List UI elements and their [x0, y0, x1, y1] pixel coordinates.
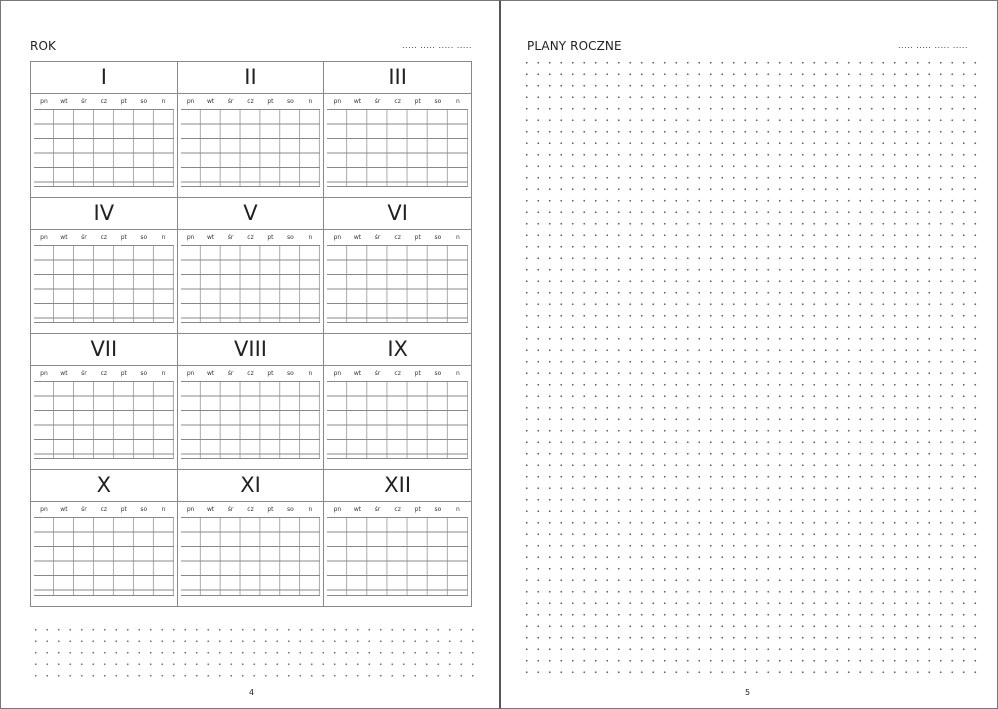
date-blank: ..... ..... ..... ..... — [402, 41, 472, 50]
date-blank: ..... ..... ..... ..... — [898, 41, 968, 50]
month-label: XI — [178, 470, 324, 502]
weekday-label: cz — [100, 233, 108, 241]
weekday-label: pt — [267, 233, 274, 241]
weekday-label: pn — [40, 505, 48, 513]
weekday-label: pt — [120, 233, 127, 241]
weekday-header-row — [31, 230, 177, 244]
weekday-label: n — [456, 505, 460, 513]
weekday-label: pt — [414, 233, 421, 241]
month-label: IX — [324, 334, 471, 366]
month-label: II — [178, 62, 324, 94]
month-label: V — [178, 198, 324, 230]
weekday-label: pn — [186, 369, 195, 377]
day-grid — [181, 381, 321, 459]
weekday-label: pt — [414, 369, 421, 377]
day-grid — [181, 517, 321, 596]
month-label: X — [31, 470, 177, 502]
weekday-header-row — [178, 230, 324, 244]
page-title: ROK — [30, 39, 56, 53]
weekday-label: pt — [414, 505, 421, 513]
weekday-label: cz — [394, 369, 401, 377]
weekday-label: pn — [186, 505, 195, 513]
weekday-header-row — [178, 502, 324, 516]
month-cell — [178, 198, 325, 334]
weekday-label: pn — [40, 369, 48, 377]
weekday-label: so — [140, 369, 148, 377]
month-label: VI — [324, 198, 471, 230]
weekday-label: so — [434, 97, 442, 105]
month-cell — [324, 198, 471, 334]
right-page — [499, 0, 998, 709]
weekday-header-row — [31, 94, 177, 108]
weekday-label: wt — [353, 505, 362, 513]
weekday-label: so — [287, 97, 294, 105]
weekday-label: n — [308, 369, 313, 377]
day-grid — [327, 517, 468, 596]
month-cell — [31, 334, 178, 470]
day-grid — [327, 245, 468, 323]
weekday-label: śr — [374, 369, 381, 377]
weekday-label: wt — [60, 505, 68, 513]
weekday-label: wt — [60, 369, 68, 377]
weekday-label: so — [140, 505, 148, 513]
month-cell — [324, 470, 471, 606]
weekday-label: n — [456, 369, 460, 377]
month-cell — [31, 198, 178, 334]
weekday-label: pn — [333, 97, 342, 105]
month-label: VII — [31, 334, 177, 366]
weekday-label: cz — [394, 505, 401, 513]
weekday-label: śr — [81, 369, 87, 377]
weekday-label: so — [287, 505, 294, 513]
weekday-label: śr — [81, 505, 87, 513]
weekday-label: śr — [227, 233, 234, 241]
weekday-label: so — [287, 369, 294, 377]
weekday-label: so — [140, 97, 148, 105]
weekday-label: pn — [40, 97, 48, 105]
weekday-label: pn — [40, 233, 48, 241]
weekday-label: śr — [374, 505, 381, 513]
weekday-label: wt — [353, 97, 362, 105]
weekday-label: wt — [206, 505, 215, 513]
month-label: I — [31, 62, 177, 94]
weekday-header-row — [324, 366, 471, 380]
dot-grid-planning-area — [521, 57, 977, 679]
weekday-label: wt — [206, 233, 215, 241]
weekday-header-row — [324, 502, 471, 516]
weekday-label: n — [308, 97, 313, 105]
month-cell — [324, 334, 471, 470]
month-cell — [178, 470, 325, 606]
weekday-label: pn — [333, 233, 342, 241]
weekday-label: wt — [206, 369, 215, 377]
page-number: 5 — [745, 688, 751, 697]
weekday-label: cz — [394, 233, 401, 241]
weekday-label: cz — [394, 97, 401, 105]
day-grid — [327, 381, 468, 459]
weekday-label: so — [434, 369, 442, 377]
weekday-label: pt — [267, 97, 274, 105]
weekday-label: pt — [414, 97, 421, 105]
page-number: 4 — [249, 688, 255, 697]
weekday-label: pt — [120, 97, 127, 105]
weekday-label: pt — [120, 505, 127, 513]
day-grid — [327, 109, 468, 187]
weekday-label: n — [456, 97, 460, 105]
weekday-label: cz — [100, 505, 108, 513]
weekday-label: śr — [374, 233, 381, 241]
weekday-label: śr — [227, 505, 234, 513]
weekday-header-row — [178, 94, 324, 108]
weekday-label: so — [140, 233, 148, 241]
weekday-label: cz — [100, 369, 108, 377]
day-grid — [34, 109, 174, 187]
weekday-label: pt — [267, 505, 274, 513]
weekday-label: wt — [60, 97, 68, 105]
weekday-label: śr — [227, 97, 234, 105]
page-title: PLANY ROCZNE — [527, 39, 622, 53]
weekday-label: so — [434, 233, 442, 241]
day-grid — [181, 245, 321, 323]
day-grid — [34, 517, 174, 596]
day-grid — [34, 381, 174, 459]
weekday-label: cz — [247, 505, 254, 513]
day-grid — [34, 245, 174, 323]
weekday-label: n — [308, 505, 313, 513]
weekday-header-row — [178, 366, 324, 380]
weekday-label: n — [456, 233, 460, 241]
month-cell — [324, 62, 471, 198]
weekday-header-row — [31, 502, 177, 516]
weekday-label: n — [161, 369, 166, 377]
weekday-label: pt — [267, 369, 274, 377]
weekday-label: n — [161, 233, 166, 241]
dot-grid-notes — [30, 624, 474, 680]
weekday-label: wt — [60, 233, 68, 241]
weekday-label: śr — [81, 97, 87, 105]
weekday-label: pn — [333, 505, 342, 513]
weekday-header-row — [324, 230, 471, 244]
month-cell — [178, 62, 325, 198]
month-cell — [178, 334, 325, 470]
weekday-label: so — [287, 233, 294, 241]
weekday-label: śr — [374, 97, 381, 105]
month-label: XII — [324, 470, 471, 502]
weekday-label: pn — [333, 369, 342, 377]
weekday-header-row — [31, 366, 177, 380]
weekday-label: pn — [186, 97, 195, 105]
weekday-label: n — [308, 233, 313, 241]
day-grid — [181, 109, 321, 187]
month-label: IV — [31, 198, 177, 230]
weekday-header-row — [324, 94, 471, 108]
month-label: VIII — [178, 334, 324, 366]
month-cell — [31, 470, 178, 606]
weekday-label: śr — [227, 369, 234, 377]
weekday-label: so — [434, 505, 442, 513]
month-label: III — [324, 62, 471, 94]
weekday-label: n — [161, 97, 166, 105]
weekday-label: cz — [100, 97, 108, 105]
weekday-label: pt — [120, 369, 127, 377]
weekday-label: wt — [353, 233, 362, 241]
year-calendar-grid — [30, 61, 472, 607]
month-cell — [31, 62, 178, 198]
weekday-label: wt — [206, 97, 215, 105]
weekday-label: wt — [353, 369, 362, 377]
weekday-label: cz — [247, 97, 254, 105]
weekday-label: pn — [186, 233, 195, 241]
weekday-label: śr — [81, 233, 87, 241]
weekday-label: cz — [247, 369, 254, 377]
weekday-label: n — [161, 505, 166, 513]
weekday-label: cz — [247, 233, 254, 241]
